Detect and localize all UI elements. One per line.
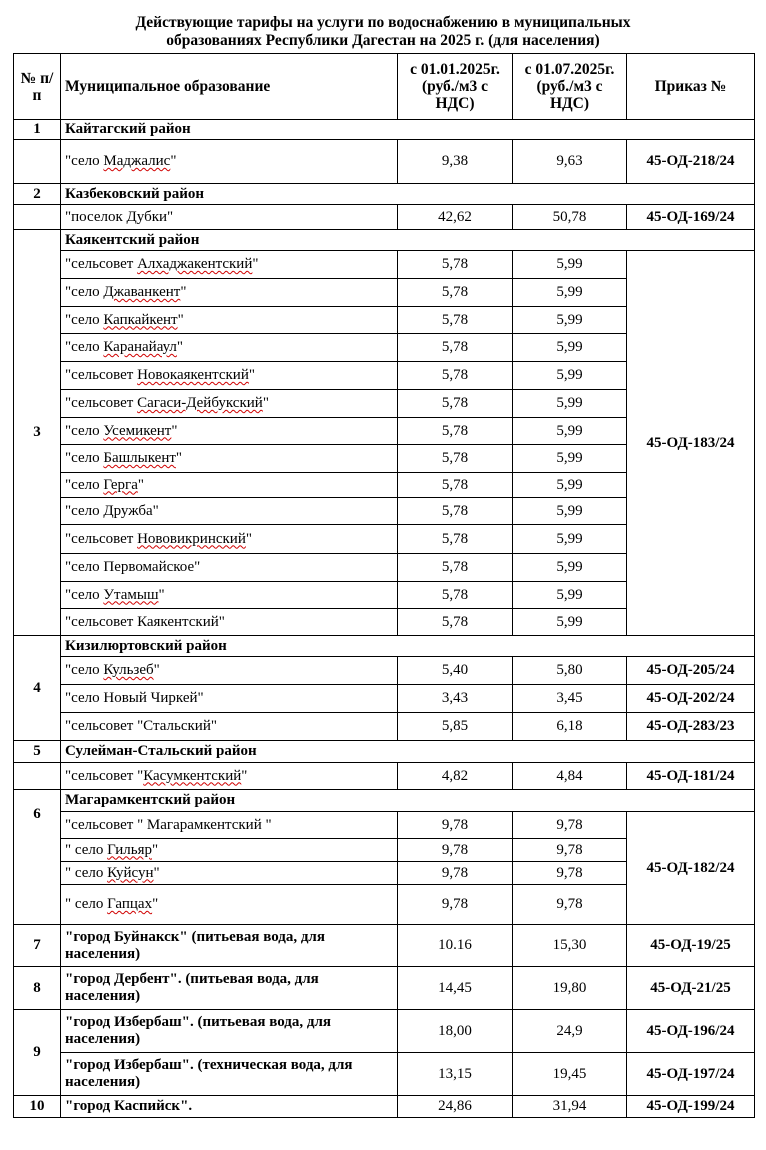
tariff-jul: 5,99 xyxy=(513,362,627,390)
municipality-name: "село Джаванкент" xyxy=(61,279,398,307)
tariff-jan: 5,85 xyxy=(398,713,513,741)
table-row xyxy=(14,1010,755,1053)
municipality-name: "село Маджалис" xyxy=(61,140,398,184)
municipality-name: "город Дербент". (питьевая вода, для населения) xyxy=(61,967,398,1010)
table-row xyxy=(14,812,755,839)
tariff-jan: 5,78 xyxy=(398,498,513,525)
tariff-jul: 5,99 xyxy=(513,525,627,554)
tariff-jan: 5,78 xyxy=(398,307,513,334)
order-number: 45-ОД-182/24 xyxy=(627,812,755,925)
tariff-jan: 5,78 xyxy=(398,251,513,279)
tariff-jan: 10.16 xyxy=(398,925,513,967)
tariff-jul: 5,99 xyxy=(513,582,627,609)
tariff-jan: 5,78 xyxy=(398,418,513,445)
document-title xyxy=(0,14,766,50)
district-name: Казбековский район xyxy=(61,184,755,205)
municipality-name: "село Утамыш" xyxy=(61,582,398,609)
municipality-name: "город Избербаш". (питьевая вода, для населения) xyxy=(61,1010,398,1053)
tariff-jan: 5,78 xyxy=(398,334,513,362)
row-number: 1 xyxy=(14,120,61,140)
order-number: 45-ОД-21/25 xyxy=(627,967,755,1010)
municipality-name: "поселок Дубки" xyxy=(61,205,398,230)
tariff-jan: 18,00 xyxy=(398,1010,513,1053)
tariff-jul: 5,99 xyxy=(513,251,627,279)
tariff-jul: 5,99 xyxy=(513,334,627,362)
table-row xyxy=(14,251,755,279)
tariff-jul: 5,99 xyxy=(513,307,627,334)
municipality-name: "город Каспийск". xyxy=(61,1096,398,1118)
table-row xyxy=(14,140,755,184)
municipality-name: "город Избербаш". (техническая вода, для населения) xyxy=(61,1053,398,1096)
tariff-jul: 9,63 xyxy=(513,140,627,184)
header-tariff-jan: с 01.01.2025г. (руб./м3 с НДС) xyxy=(398,54,513,120)
tariff-jan: 9,38 xyxy=(398,140,513,184)
row-number: 9 xyxy=(14,1010,61,1096)
tariff-jul: 15,30 xyxy=(513,925,627,967)
table-row xyxy=(14,967,755,1010)
tariff-jul: 9,78 xyxy=(513,862,627,885)
order-number: 45-ОД-19/25 xyxy=(627,925,755,967)
tariff-jul: 9,78 xyxy=(513,885,627,925)
tariff-jan: 4,82 xyxy=(398,763,513,790)
district-name: Кизилюртовский район xyxy=(61,636,755,657)
tariff-jul: 5,99 xyxy=(513,445,627,473)
tariff-jul: 5,99 xyxy=(513,390,627,418)
tariff-jan: 9,78 xyxy=(398,885,513,925)
municipality-name: "сельсовет " Магарамкентский " xyxy=(61,812,398,839)
tariff-jan: 13,15 xyxy=(398,1053,513,1096)
tariff-jan: 5,78 xyxy=(398,279,513,307)
tariff-jul: 5,99 xyxy=(513,418,627,445)
tariff-jan: 9,78 xyxy=(398,812,513,839)
row-number: 6 xyxy=(14,790,61,925)
district-row xyxy=(14,230,755,251)
row-number: 5 xyxy=(14,741,61,763)
tariff-jan: 5,78 xyxy=(398,554,513,582)
district-row xyxy=(14,184,755,205)
tariff-jan: 9,78 xyxy=(398,839,513,862)
municipality-name: "сельсовет Нововикринский" xyxy=(61,525,398,554)
district-name: Каякентский район xyxy=(61,230,755,251)
tariff-jul: 5,99 xyxy=(513,554,627,582)
order-number: 45-ОД-196/24 xyxy=(627,1010,755,1053)
table-row xyxy=(14,685,755,713)
order-number: 45-ОД-197/24 xyxy=(627,1053,755,1096)
tariff-jan: 5,78 xyxy=(398,582,513,609)
order-number: 45-ОД-181/24 xyxy=(627,763,755,790)
order-number: 45-ОД-169/24 xyxy=(627,205,755,230)
municipality-name: "сельсовет Новокаякентский" xyxy=(61,362,398,390)
tariff-jul: 50,78 xyxy=(513,205,627,230)
district-name: Сулейман-Стальский район xyxy=(61,741,755,763)
district-row xyxy=(14,790,755,812)
table-row xyxy=(14,657,755,685)
municipality-name: "село Герга" xyxy=(61,473,398,498)
tariff-jan: 9,78 xyxy=(398,862,513,885)
tariff-table xyxy=(13,53,755,1118)
tariff-jul: 9,78 xyxy=(513,812,627,839)
order-number: 45-ОД-218/24 xyxy=(627,140,755,184)
tariff-jan: 5,78 xyxy=(398,445,513,473)
header-num: № п/п xyxy=(14,54,61,120)
tariff-jul: 3,45 xyxy=(513,685,627,713)
tariff-jul: 9,78 xyxy=(513,839,627,862)
district-name: Кайтагский район xyxy=(61,120,755,140)
tariff-jan: 42,62 xyxy=(398,205,513,230)
tariff-jul: 5,80 xyxy=(513,657,627,685)
municipality-name: "село Усемикент" xyxy=(61,418,398,445)
tariff-jan: 14,45 xyxy=(398,967,513,1010)
title-line-2: образованиях Республики Дагестан на 2025 г. (для населения) xyxy=(166,32,600,49)
title-line-1: Действующие тарифы на услуги по водоснабжению в муниципальных xyxy=(135,14,631,31)
tariff-jul: 31,94 xyxy=(513,1096,627,1118)
header-municipality: Муниципальное образование xyxy=(61,54,398,120)
header-order: Приказ № xyxy=(627,54,755,120)
table-header-row xyxy=(14,54,755,120)
tariff-jan: 3,43 xyxy=(398,685,513,713)
table-row xyxy=(14,1053,755,1096)
municipality-name: "город Буйнакск" (питьевая вода, для населения) xyxy=(61,925,398,967)
row-number: 8 xyxy=(14,967,61,1010)
tariff-jan: 5,40 xyxy=(398,657,513,685)
municipality-name: "село Новый Чиркей" xyxy=(61,685,398,713)
municipality-name: "сельсовет "Касумкентский" xyxy=(61,763,398,790)
municipality-name: "сельсовет Каякентский" xyxy=(61,609,398,636)
municipality-name: "село Дружба" xyxy=(61,498,398,525)
table-row xyxy=(14,925,755,967)
municipality-name: " село Гапцах" xyxy=(61,885,398,925)
tariff-jul: 4,84 xyxy=(513,763,627,790)
tariff-jan: 5,78 xyxy=(398,525,513,554)
row-number: 4 xyxy=(14,636,61,741)
tariff-jan: 5,78 xyxy=(398,609,513,636)
municipality-name: "сельсовет Сагаси-Дейбукский" xyxy=(61,390,398,418)
order-number: 45-ОД-205/24 xyxy=(627,657,755,685)
municipality-name: "село Капкайкент" xyxy=(61,307,398,334)
municipality-name: "село Башлыкент" xyxy=(61,445,398,473)
tariff-jul: 19,80 xyxy=(513,967,627,1010)
order-number: 45-ОД-283/23 xyxy=(627,713,755,741)
order-number: 45-ОД-202/24 xyxy=(627,685,755,713)
tariff-jul: 5,99 xyxy=(513,473,627,498)
tariff-jul: 5,99 xyxy=(513,609,627,636)
municipality-name: " село Гильяр" xyxy=(61,839,398,862)
table-row xyxy=(14,205,755,230)
header-tariff-jul: с 01.07.2025г. (руб./м3 с НДС) xyxy=(513,54,627,120)
district-row xyxy=(14,120,755,140)
tariff-jul: 5,99 xyxy=(513,498,627,525)
municipality-name: " село Куйсун" xyxy=(61,862,398,885)
municipality-name: "село Каранайаул" xyxy=(61,334,398,362)
district-row xyxy=(14,636,755,657)
municipality-name: "село Первомайское" xyxy=(61,554,398,582)
district-row xyxy=(14,741,755,763)
district-name: Магарамкентский район xyxy=(61,790,755,812)
row-number: 3 xyxy=(14,230,61,636)
table-row xyxy=(14,713,755,741)
table-row xyxy=(14,1096,755,1118)
tariff-jan: 5,78 xyxy=(398,362,513,390)
tariff-jul: 5,99 xyxy=(513,279,627,307)
row-number: 7 xyxy=(14,925,61,967)
tariff-jul: 6,18 xyxy=(513,713,627,741)
row-number: 2 xyxy=(14,184,61,205)
tariff-jan: 24,86 xyxy=(398,1096,513,1118)
tariff-jul: 24,9 xyxy=(513,1010,627,1053)
tariff-jan: 5,78 xyxy=(398,473,513,498)
municipality-name: "село Кульзеб" xyxy=(61,657,398,685)
order-number: 45-ОД-199/24 xyxy=(627,1096,755,1118)
tariff-jul: 19,45 xyxy=(513,1053,627,1096)
order-number: 45-ОД-183/24 xyxy=(627,251,755,636)
municipality-name: "сельсовет "Стальский" xyxy=(61,713,398,741)
table-row xyxy=(14,763,755,790)
tariff-jan: 5,78 xyxy=(398,390,513,418)
municipality-name: "сельсовет Алхаджакентский" xyxy=(61,251,398,279)
row-number: 10 xyxy=(14,1096,61,1118)
